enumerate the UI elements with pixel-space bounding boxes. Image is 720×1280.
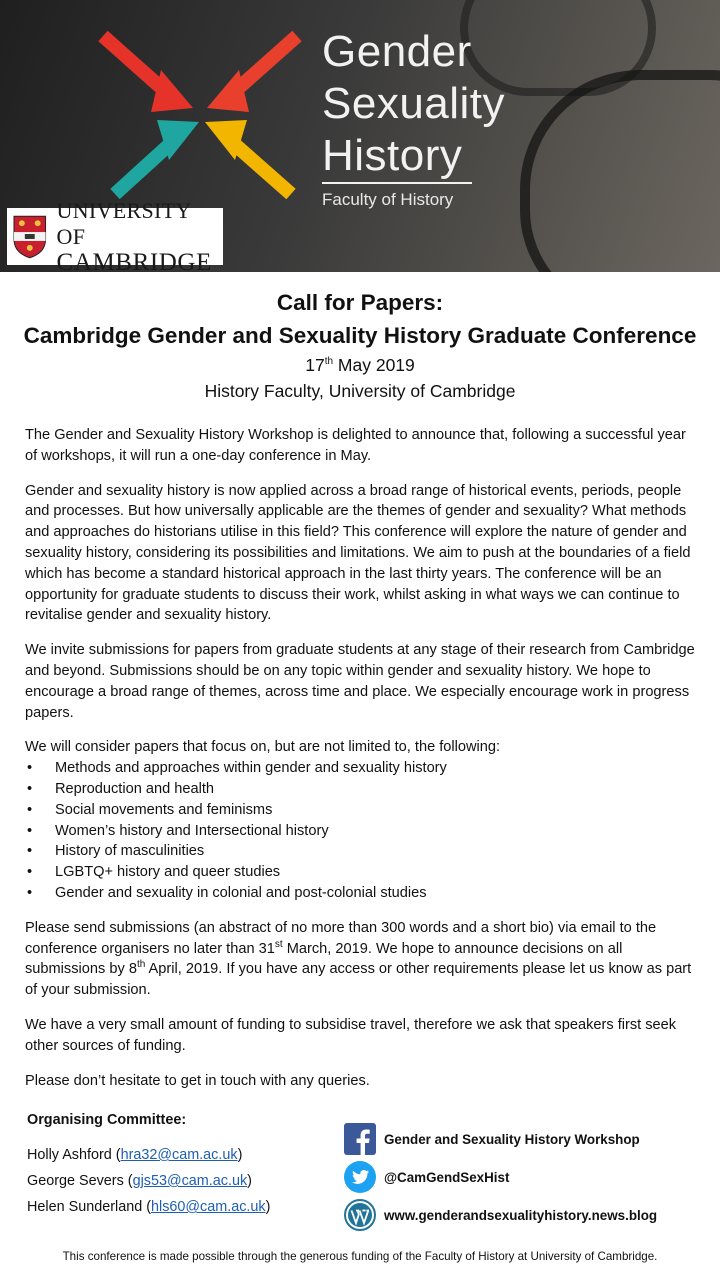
conference-title: Cambridge Gender and Sexuality History Graduate Conference	[23, 323, 697, 348]
university-name-line2: CAMBRIDGE	[56, 248, 212, 272]
member-close: )	[265, 1199, 271, 1215]
call-body	[25, 425, 697, 1105]
blog-url: www.genderandsexualityhistory.news.blog	[384, 1207, 658, 1223]
committee-member	[27, 1168, 270, 1194]
facebook-label: Gender and Sexuality History Workshop	[384, 1131, 640, 1147]
conference-venue: History Faculty, University of Cambridge	[204, 381, 516, 401]
wordpress-icon	[344, 1199, 376, 1231]
submission-text-c: April, 2019. If you have any access or other requirements please let us know as part of your submission.	[25, 961, 692, 999]
themes-paragraph: Gender and sexuality history is now applied across a broad range of historical events, periods, people and processes. But how universally applicable are the themes of gender and sexuality? What methods and approaches do historians utilise in this field? This conference will explore the nature of gender and sexuality history, considering its possibilities and limitations. We aim to push at the boundaries of a field which has become a standard historical approach in the last thirty years. The conference will be an opportunity for graduate students to discuss their work, whilst asking in what ways we can continue to revitalise gender and sexuality history.	[25, 482, 691, 624]
twitter-handle: @CamGendSexHist	[384, 1169, 510, 1185]
list-item: • LGBTQ+ history and queer studies	[25, 862, 697, 883]
university-name-line1: UNIVERSITY OF	[56, 197, 191, 249]
submission-sup1: st	[274, 938, 283, 950]
blog-link[interactable]	[344, 1196, 657, 1234]
member-name: George Severs (	[27, 1173, 133, 1189]
member-close: )	[247, 1173, 252, 1189]
facebook-icon	[344, 1123, 376, 1155]
list-item: • Methods and approaches within gender and sexuality history	[25, 758, 697, 779]
brand-faculty: Faculty of History	[322, 189, 454, 209]
title-block	[0, 286, 720, 404]
list-item: • Gender and sexuality in colonial and post-colonial studies	[25, 883, 697, 904]
list-item: • Reproduction and health	[25, 779, 697, 800]
list-item: • Women’s history and Intersectional history	[25, 821, 697, 842]
email-link[interactable]: gjs53@cam.ac.uk	[132, 1173, 248, 1189]
brand-line-gender: Gender	[322, 27, 472, 76]
twitter-link[interactable]	[344, 1158, 657, 1196]
contact-paragraph: Please don’t hesitate to get in touch with any queries.	[25, 1072, 370, 1089]
member-name: Holly Ashford (	[27, 1147, 121, 1163]
topics-intro: We will consider papers that focus on, but are not limited to, the following:	[25, 739, 501, 756]
conference-date	[0, 352, 720, 378]
social-links	[344, 1120, 657, 1234]
date-day: 17	[305, 355, 325, 375]
list-item: • History of masculinities	[25, 841, 697, 862]
header-banner	[0, 0, 720, 272]
organising-committee	[27, 1112, 270, 1220]
topics-list	[25, 758, 697, 904]
committee-member	[27, 1194, 270, 1220]
arrows-logo-icon	[95, 30, 305, 200]
university-name	[57, 198, 223, 273]
university-logo	[7, 197, 223, 272]
funding-paragraph: We have a very small amount of funding to subsidise travel, therefore we ask that speakers first seek other sources of funding.	[25, 1016, 677, 1054]
member-close: )	[237, 1147, 243, 1163]
gsh-logo-text	[322, 26, 505, 210]
submission-sup2: th	[136, 959, 146, 971]
committee-heading: Organising Committee:	[27, 1112, 187, 1128]
twitter-icon	[344, 1161, 376, 1193]
brand-underline	[322, 182, 472, 184]
cambridge-crest-icon	[13, 215, 47, 259]
date-suffix: th	[324, 356, 334, 368]
email-link[interactable]: hls60@cam.ac.uk	[151, 1199, 266, 1215]
facebook-link[interactable]	[344, 1120, 657, 1158]
submission-text-b: March, 2019. We hope to announce decisions on all submissions by 8	[25, 940, 623, 978]
submission-text-a: Please send submissions (an abstract of no more than 300 words and a short bio) via email to the conference organisers no later than 31	[25, 919, 657, 957]
submission-paragraph	[25, 918, 697, 1001]
list-item: • Social movements and feminisms	[25, 800, 697, 821]
committee-member	[27, 1142, 270, 1168]
brand-line-history: History	[322, 131, 463, 180]
brand-line-sexuality: Sexuality	[322, 79, 506, 128]
funding-footer: This conference is made possible through the generous funding of the Faculty of History at University of Cambridge.	[62, 1250, 658, 1263]
date-rest: May 2019	[333, 355, 415, 375]
title-call-for-papers: Call for Papers:	[276, 290, 444, 315]
glasses-illustration	[520, 70, 720, 272]
invite-paragraph: We invite submissions for papers from graduate students at any stage of their research from Cambridge and beyond. Submissions should be on any topic within gender and sexuality history. We hope to encourage a broad range of themes, across time and place. We especially encourage work in progress papers.	[25, 642, 695, 721]
member-name: Helen Sunderland (	[27, 1199, 151, 1215]
intro-paragraph: The Gender and Sexuality History Workshop is delighted to announce that, following a successful year of workshops, it will run a one-day conference in May.	[25, 427, 686, 464]
email-link[interactable]: hra32@cam.ac.uk	[120, 1147, 238, 1163]
